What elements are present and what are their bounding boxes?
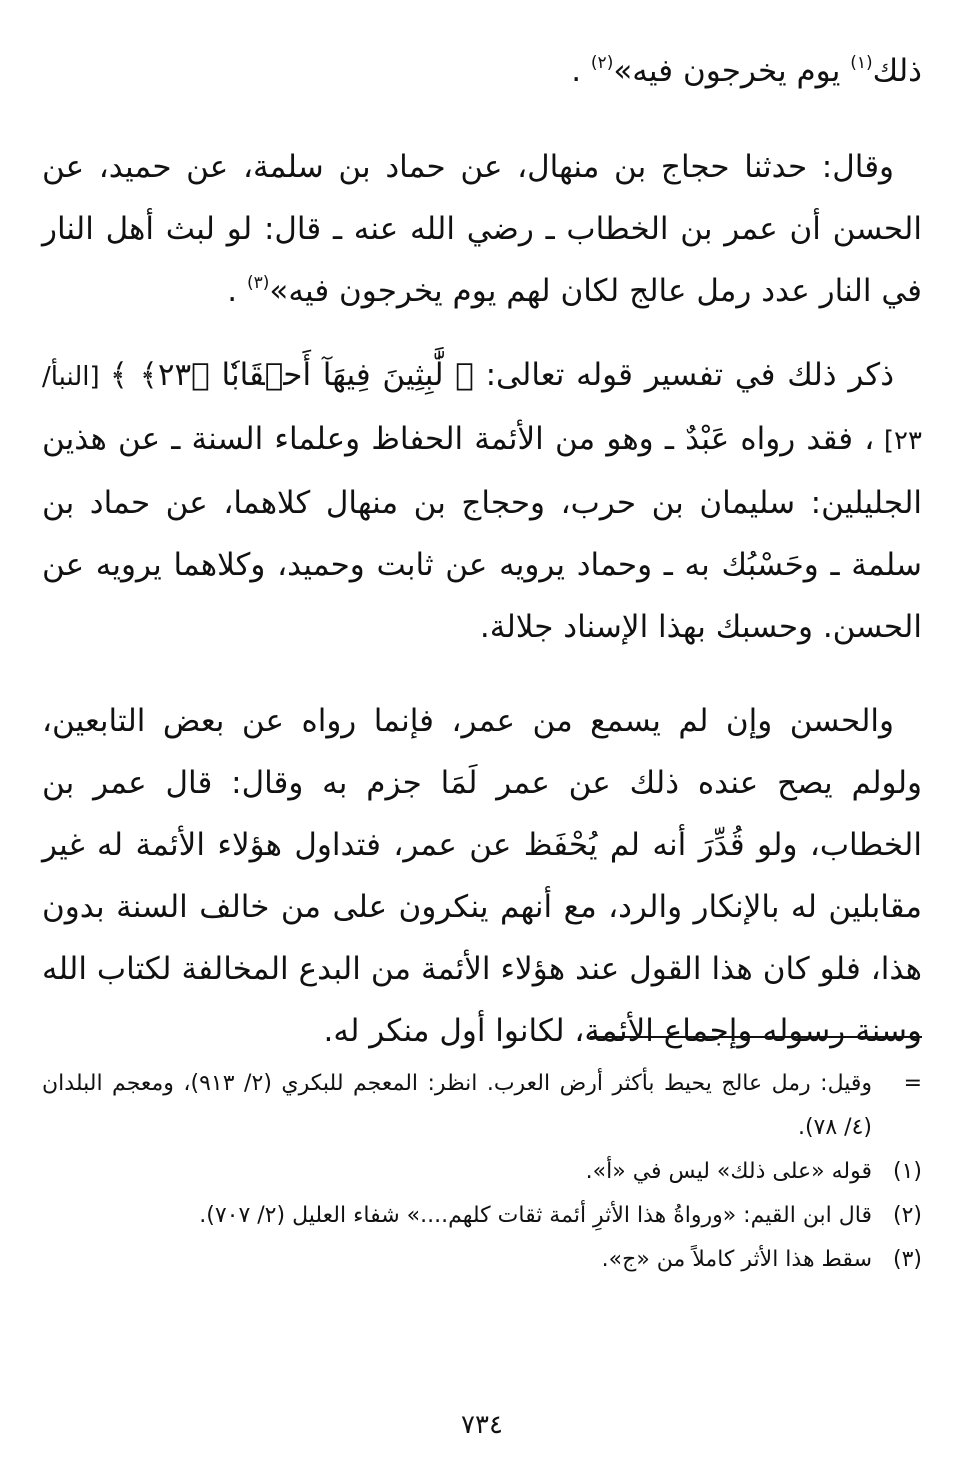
footnote-text: وقيل: رمل عالج يحيط بأكثر أرض العرب. انظر: المعجم للبكري (٢/ ٩١٣)، ومعجم البلدان (٤/ ٧٨). <box>42 1071 873 1140</box>
footnote-ref-3[interactable]: (٣) <box>246 272 270 293</box>
footnote-3 <box>42 1238 922 1282</box>
top-line-text-b: يوم يخرجون فيه» <box>613 53 851 89</box>
top-line-text-c: . <box>571 53 591 89</box>
top-line-text-a: ذلك <box>872 53 922 89</box>
top-line-text <box>42 40 922 102</box>
paragraph-3-text: والحسن وإن لم يسمع من عمر، فإنما رواه عن بعض التابعين، ولولم يصح عنده ذلك عن عمر لَمَا جزم به وقال: قال عمر بن الخطاب، ولو قُدِّرَ أنه لم يُحْفَظ عن عمر، فتداول هؤلاء الأئمة له غير مقابلين له بالإنكار والرد، مع أنهم ينكرون على من خالف السنة بدون هذا، فلو كان هذا القول عند هؤلاء الأئمة من البدع المخالفة لكتاب الله وسنة رسوله وإجماع الأئمة، لكانوا أول منكر له. <box>42 703 922 1049</box>
footnote-number: = <box>903 1071 922 1096</box>
verse-citation: [النبأ/ ٢٣] <box>42 362 922 456</box>
footnote-number: (١) <box>892 1159 922 1184</box>
footnote-text: سقط هذا الأثر كاملاً من «ج». <box>601 1247 872 1272</box>
book-page <box>42 40 922 1464</box>
footnote-ref-2[interactable]: (٢) <box>590 52 614 73</box>
quran-verse: ﴿ لَّٰبِثِينَ فِيهَآ أَحۡقَابٗا ﴿٢٣﴾ ﴾ <box>109 357 474 393</box>
footnote-number: (٣) <box>892 1247 922 1272</box>
footnote-ref-1[interactable]: (١) <box>850 52 873 73</box>
footnote-divider <box>590 1036 922 1038</box>
paragraph-1 <box>42 136 922 322</box>
footnote-2 <box>42 1194 922 1238</box>
footnote-text: قوله «على ذلك» ليس في «أ». <box>585 1159 872 1184</box>
footnote-number: (٢) <box>892 1203 922 1228</box>
paragraph-2-text-a: ذكر ذلك في تفسير قوله تعالى: <box>473 357 894 393</box>
paragraph-2-text-b: ، فقد رواه عَبْدٌ ـ وهو من الأئمة الحفاظ وعلماء السنة ـ عن هذين الجليلين: سليمان بن حرب، وحجاج بن منهال كلاهما، عن حماد بن سلمة ـ وحَسْبُك به ـ وحماد يرويه عن ثابت وحميد، وكلاهما يرويه عن الحسن. وحسبك بهذا الإسناد جلالة. <box>42 421 922 645</box>
footnotes-section <box>42 1062 922 1282</box>
footnote-1 <box>42 1150 922 1194</box>
paragraph-2 <box>42 344 922 658</box>
page-number: ٧٣٤ <box>461 1410 503 1440</box>
footnote-text: قال ابن القيم: «ورواةُ هذا الأثرِ أئمة ثقات كلهم....» شفاء العليل (٢/ ٧٠٧). <box>199 1203 872 1228</box>
footnote-continuation <box>42 1062 922 1150</box>
paragraph-1-text: وقال: حدثنا حجاج بن منهال، عن حماد بن سلمة، عن حميد، عن الحسن أن عمر بن الخطاب ـ رضي الله عنه ـ قال: لو لبث أهل النار في النار عدد رمل عالج لكان لهم يوم يخرجون فيه» <box>42 149 922 309</box>
paragraph-3 <box>42 690 922 1062</box>
paragraph-1-end: . <box>227 273 247 309</box>
